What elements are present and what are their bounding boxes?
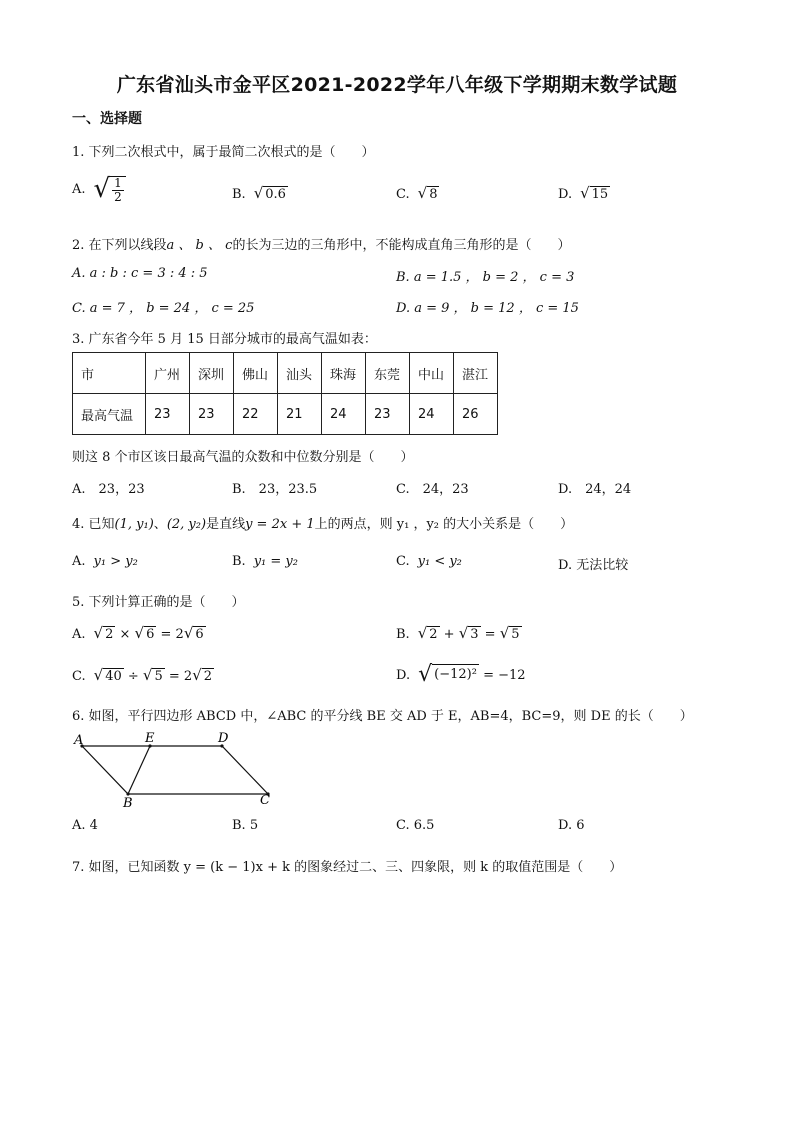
q4-option-b[interactable]: B. y₁ = y₂ xyxy=(232,554,298,569)
q2-option-a[interactable]: A. a : b : c = 3 : 4 : 5 xyxy=(72,266,208,281)
q5-option-c[interactable]: C. √ 40 ÷ √ 5 = 2 √ 2 xyxy=(72,666,213,684)
vertex-label-b: B xyxy=(123,796,133,808)
q6-option-a[interactable]: A. 4 xyxy=(72,818,98,833)
table-cell: 23 xyxy=(146,394,190,435)
q1-option-b[interactable]: B. √ 0.6 xyxy=(232,184,286,202)
q2-option-c[interactable]: C. a = 7 ， b = 24 ， c = 25 xyxy=(72,301,255,316)
q2-option-b[interactable]: B. a = 1.5 ， b = 2 ， c = 3 xyxy=(396,270,575,285)
q3-option-b[interactable]: B. 23，23.5 xyxy=(232,482,318,497)
page-title: 广东省汕头市金平区2021-2022学年八年级下学期期末数学试题 xyxy=(116,74,678,96)
table-cell: 24 xyxy=(410,394,454,435)
question-1-stem: 1. 下列二次根式中，属于最简二次根式的是（ ） xyxy=(72,145,375,160)
table-cell: 26 xyxy=(454,394,498,435)
table-cell: 湛江 xyxy=(454,353,498,394)
vertex-label-c: C xyxy=(260,793,270,808)
table-cell: 广州 xyxy=(146,353,190,394)
question-5-stem: 5. 下列计算正确的是（ ） xyxy=(72,595,245,610)
q1-option-c[interactable]: C. √ 8 xyxy=(396,184,438,202)
q6-option-c[interactable]: C. 6.5 xyxy=(396,818,435,833)
q4-option-d[interactable]: D. 无法比较 xyxy=(558,558,629,573)
q3-option-d[interactable]: D. 24，24 xyxy=(558,482,632,497)
table-row xyxy=(73,353,498,394)
table-row xyxy=(73,394,498,435)
table-cell: 22 xyxy=(234,394,278,435)
vertex-label-e: E xyxy=(145,731,155,746)
sqrt-symbol: √ $\frac{1}{2}$ xyxy=(94,176,126,203)
question-4-stem: 4. 已知(1, y₁)、(2, y₂)是直线y = 2x + 1上的两点，则 y₁ ，y₂ 的大小关系是（ ） xyxy=(72,517,574,532)
q5-option-b[interactable]: B. √ 2 + √ 3 = √ 5 xyxy=(396,624,520,642)
table-cell: 东莞 xyxy=(366,353,410,394)
question-3-stem: 3. 广东省今年 5 月 15 日部分城市的最高气温如表： xyxy=(72,332,377,347)
q2-option-d[interactable]: D. a = 9 ， b = 12 ， c = 15 xyxy=(396,301,579,316)
q5-option-d[interactable]: D. √ (−12)² = −12 xyxy=(396,662,526,687)
parallelogram-figure xyxy=(72,728,292,808)
table-cell: 24 xyxy=(322,394,366,435)
q3-option-a[interactable]: A. 23，23 xyxy=(72,482,145,497)
q1-option-d[interactable]: D. √ 15 xyxy=(558,184,609,202)
q4-option-a[interactable]: A. y₁ > y₂ xyxy=(72,554,138,569)
table-cell: 市 xyxy=(73,353,146,394)
question-7-stem: 7. 如图，已知函数 y = (k − 1)x + k 的图象经过二、三、四象限，则 k 的取值范围是（ ） xyxy=(72,860,623,875)
question-2-stem: 2. 在下列以线段a 、 b 、 c的长为三边的三角形中，不能构成直角三角形的是（ ） xyxy=(72,238,571,253)
q6-option-b[interactable]: B. 5 xyxy=(232,818,259,833)
question-6-stem: 6. 如图，平行四边形 ABCD 中，∠ABC 的平分线 BE 交 AD 于 E，AB=4，BC=9，则 DE 的长（ ） xyxy=(72,709,693,724)
table-cell: 23 xyxy=(190,394,234,435)
q1-option-a[interactable]: A. √ $\frac{1}{2}$ xyxy=(72,176,126,203)
vertex-label-a: A xyxy=(74,733,84,748)
table-cell: 中山 xyxy=(410,353,454,394)
table-cell: 23 xyxy=(366,394,410,435)
section-heading: 一、选择题 xyxy=(72,111,142,127)
table-cell: 最高气温 xyxy=(73,394,146,435)
q4-option-c[interactable]: C. y₁ < y₂ xyxy=(396,554,462,569)
temperature-table xyxy=(72,352,498,435)
table-cell: 珠海 xyxy=(322,353,366,394)
q5-option-a[interactable]: A. √ 2 × √ 6 = 2 √ 6 xyxy=(72,624,204,642)
table-cell: 汕头 xyxy=(278,353,322,394)
question-3-follow: 则这 8 个市区该日最高气温的众数和中位数分别是（ ） xyxy=(72,450,414,465)
q3-option-c[interactable]: C. 24，23 xyxy=(396,482,469,497)
q6-option-d[interactable]: D. 6 xyxy=(558,818,585,833)
vertex-label-d: D xyxy=(218,731,229,746)
table-cell: 21 xyxy=(278,394,322,435)
table-cell: 深圳 xyxy=(190,353,234,394)
table-cell: 佛山 xyxy=(234,353,278,394)
